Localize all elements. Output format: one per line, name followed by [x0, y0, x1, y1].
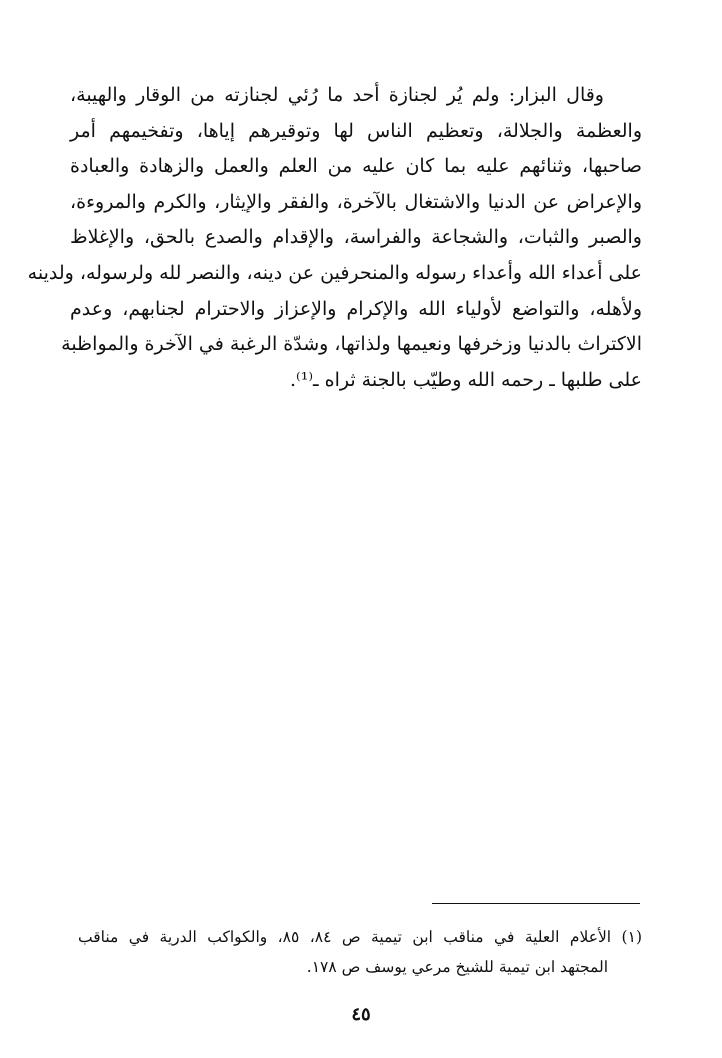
body-line: الاكتراث بالدنيا وزخرفها ونعيمها ولذاتها، وشدّة الرغبة في الآخرة والمواظبة: [61, 333, 642, 356]
footnote-line: المجتهد ابن تيمية للشيخ مرعي يوسف ص ١٧٨.: [306, 958, 608, 976]
page-number: ٤٥: [351, 1004, 371, 1025]
body-line: والصبر والثبات، والشجاعة والفراسة، والإقدام والصدع بالحق، والإغلاظ: [70, 226, 642, 249]
body-line: صاحبها، وثنائهم عليه بما كان عليه من العلم والعمل والزهادة والعبادة: [70, 155, 642, 178]
body-line: على طلبها ـ رحمه الله وطيّب بالجنة ثراه ـ⁽¹⁾.: [290, 368, 642, 391]
footnote: [78, 922, 642, 982]
body-line: وقال البزار: ولم يُر لجنازة أحد ما رُئي لجنازته من الوقار والهيبة،: [70, 84, 604, 106]
main-paragraph: [27, 78, 642, 398]
body-line: والإعراض عن الدنيا والاشتغال بالآخرة، والفقر والإيثار، والكرم والمروءة،: [70, 190, 642, 213]
body-line: والعظمة والجلالة، وتعظيم الناس لها وتوقيرهم إياها، وتفخيمهم أمر: [70, 119, 642, 142]
body-line: ولأهله، والتواضع لأولياء الله والإكرام والإعزاز والاحترام لجنابهم، وعدم: [70, 297, 642, 320]
footnote-divider: [432, 903, 640, 904]
footnote-line: (١) الأعلام العلية في مناقب ابن تيمية ص ٨٤، ٨٥، والكواكب الدرية في مناقب: [78, 928, 642, 946]
body-line: على أعداء الله وأعداء رسوله والمنحرفين عن دينه، والنصر لله ولرسوله، ولدينه: [27, 261, 642, 284]
